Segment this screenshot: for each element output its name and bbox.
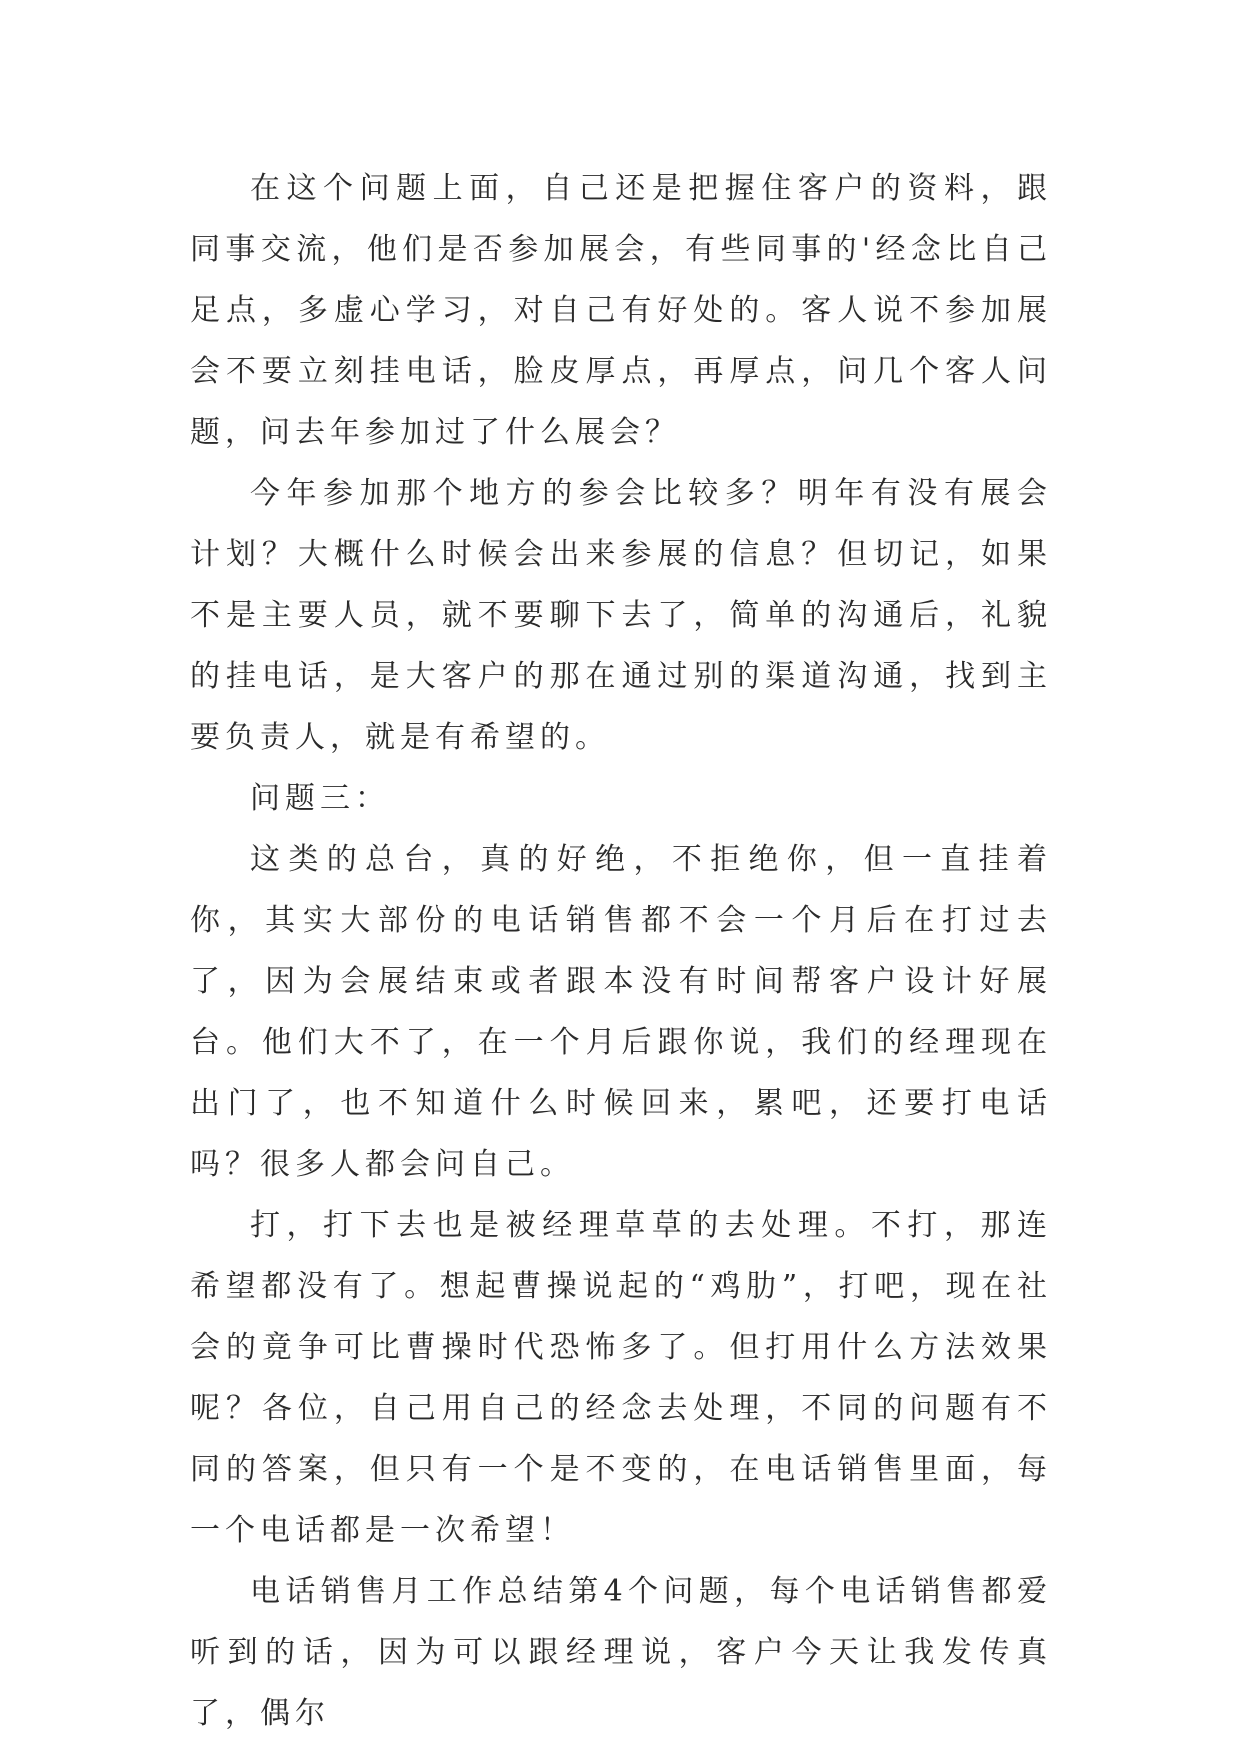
paragraph-4: 打，打下去也是被经理草草的去处理。不打，那连希望都没有了。想起曹操说起的“鸡肋”，打吧，现在社会的竟争可比曹操时代恐怖多了。但打用什么方法效果呢？各位，自己用自己的经念去处理，不同的问题有不同的答案，但只有一个是不变的，在电话销售里面，每一个电话都是一次希望！ (190, 1208, 1052, 1548)
paragraph-2: 今年参加那个地方的参会比较多？明年有没有展会计划？大概什么时候会出来参展的信息？但切记，如果不是主要人员，就不要聊下去了，简单的沟通后，礼貌的挂电话，是大客户的那在通过别的渠道沟通，找到主要负责人，就是有希望的。 (190, 476, 1052, 755)
paragraph-5: 电话销售月工作总结第4个问题，每个电话销售都爱听到的话，因为可以跟经理说，客户今天让我发传真了，偶尔 (190, 1574, 1052, 1731)
document-body (190, 158, 1052, 1744)
paragraph-question-three-heading: 问题三： (250, 781, 390, 816)
paragraph-3: 这类的总台，真的好绝，不拒绝你，但一直挂着你，其实大部份的电话销售都不会一个月后在打过去了，因为会展结束或者跟本没有时间帮客户设计好展台。他们大不了，在一个月后跟你说，我们的经理现在出门了，也不知道什么时候回来，累吧，还要打电话吗？很多人都会问自己。 (190, 842, 1052, 1182)
paragraph-1: 在这个问题上面，自己还是把握住客户的资料，跟同事交流，他们是否参加展会，有些同事的'经念比自己足点，多虚心学习，对自己有好处的。客人说不参加展会不要立刻挂电话，脸皮厚点，再厚点，问几个客人问题，问去年参加过了什么展会？ (190, 171, 1052, 450)
